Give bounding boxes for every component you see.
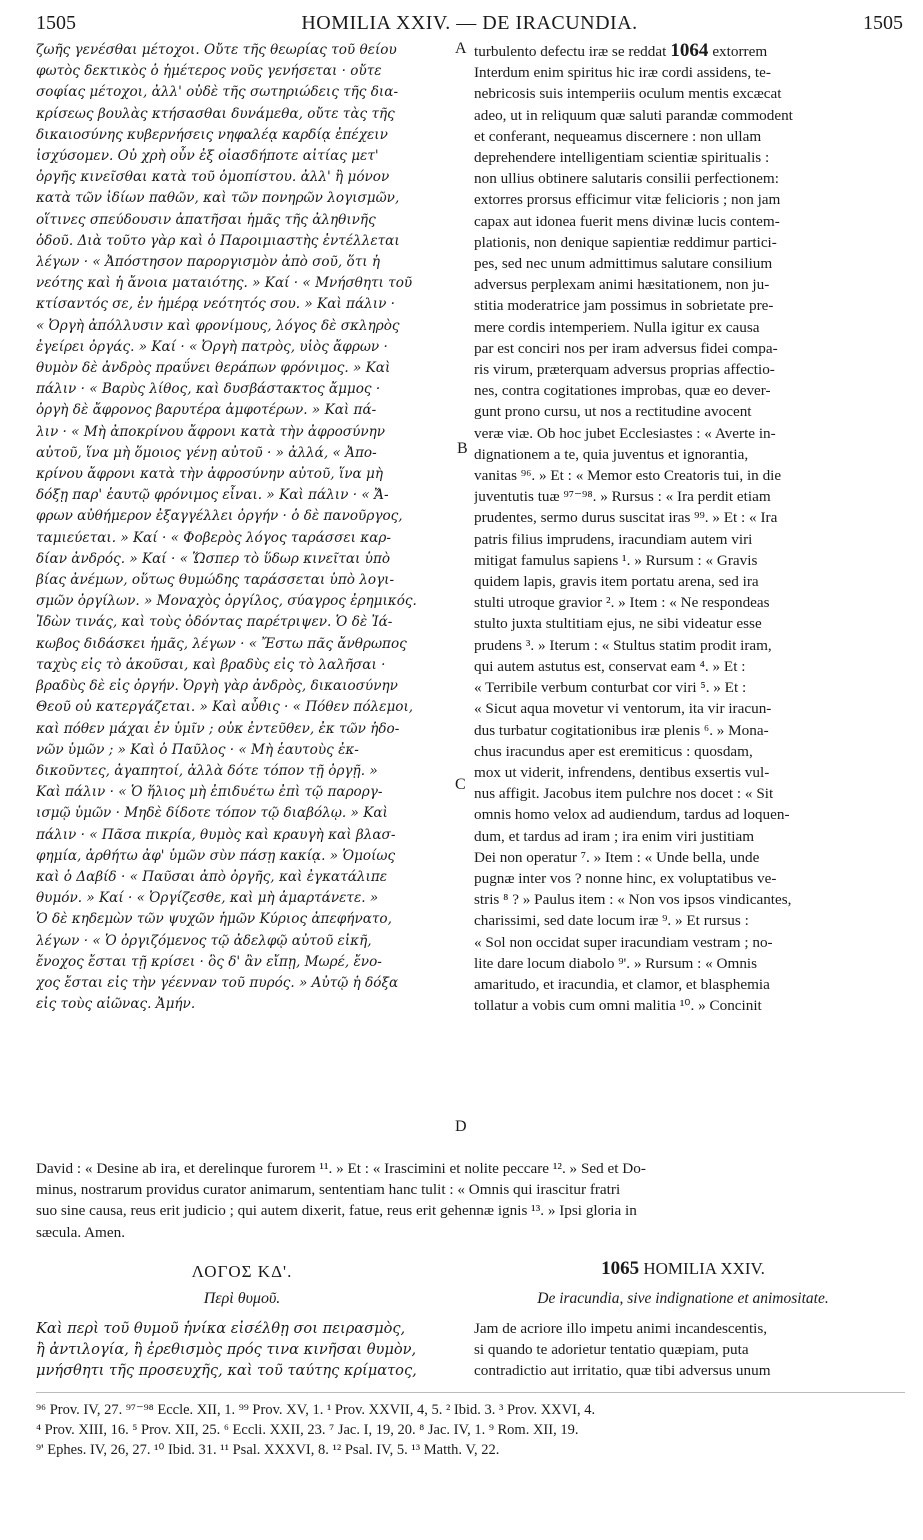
- latin-text-line: juventutis tuæ ⁹⁷⁻⁹⁸. » Rursus : « Ira perdit etiam: [474, 488, 771, 506]
- greek-text-line: ταχὺς εἰς τὸ ἀκοῦσαι, καὶ βραδὺς εἰς τὸ λαλῆσαι ·: [36, 656, 386, 673]
- latin-text-line: omnis homo velox ad audiendum, tardus ad loquen-: [474, 806, 790, 824]
- latin-text-line: Interdum enim spiritus hic iræ cordi assidens, te-: [474, 64, 771, 82]
- page-number-left: 1505: [36, 12, 76, 34]
- greek-homily-title: ΛΟΓΟΣ ΚΔ'.: [191, 1262, 293, 1281]
- column-number-1065: 1065: [601, 1258, 640, 1279]
- latin-text-line: charissimi, sed date locum iræ ⁹. » Et rursus :: [474, 912, 749, 930]
- greek-text-line: θυμόν. » Καί · « Ὀργίζεσθε, καὶ μὴ ἁμαρτάνετε. »: [36, 890, 379, 907]
- latin-text-line: mere cordis intemperiem. Nulla igitur ex causa: [474, 318, 760, 336]
- latin-homily-text: [474, 1318, 892, 1382]
- latin-text-line: chus iracundus aper est eremiticus : quosdam,: [474, 742, 753, 760]
- latin-text-line: si quando te adorietur tentatio quæpiam, puta: [474, 1341, 749, 1359]
- latin-text-line: qui autem astutus est, conservat eam ⁴. » Et :: [474, 657, 746, 675]
- footnote-line: ⁹⁶ Prov. IV, 27. ⁹⁷⁻⁹⁸ Eccle. XII, 1. ⁹⁹ Prov. XV, 1. ¹ Prov. XXVII, 4, 5. ² Ibid. 3. ³ Prov. XXVI, 4.: [36, 1402, 596, 1418]
- margin-letter-c: C: [455, 776, 466, 793]
- latin-text-line: nes, contra cogitationes improbas, quæ eo dever-: [474, 382, 771, 400]
- running-title: HOMILIA XXIV. — DE IRACUNDIA.: [301, 12, 638, 34]
- latin-text-line: stris ⁸ ? » Paulus item : « Non vos ipsos vindicantes,: [474, 891, 792, 909]
- latin-text-line: vanitas ⁹⁶. » Et : « Memor esto Creatoris tui, in die: [474, 467, 782, 485]
- latin-column: [474, 40, 892, 1016]
- latin-homily-title: HOMILIA XXIV.: [643, 1259, 765, 1278]
- greek-text-line: θυμὸν δὲ ἀνδρὸς πραΰνει θεράπων φρόνιμος. » Καὶ: [36, 360, 391, 377]
- greek-text-line: οἵτινες σπεύδουσιν ἀπατῆσαι ἡμᾶς τῆς ἀληθινῆς: [36, 211, 376, 228]
- latin-text-line: pugnæ inter vos ? nonne hinc, ex voluptatibus ve-: [474, 869, 777, 887]
- latin-text-line: tollatur a vobis cum omni malitia ¹⁰. » Concinit: [474, 997, 762, 1015]
- greek-text-line: λέγων · « Ὁ ὀργιζόμενος τῷ ἀδελφῷ αὐτοῦ εἰκῆ,: [36, 932, 372, 949]
- latin-text-line: extorres prorsus efficimur vitæ felicioris ; non jam: [474, 191, 781, 209]
- greek-text-line: φημία, ἀρθήτω ἀφ' ὑμῶν σὺν πάσῃ κακίᾳ. » Ὁμοίως: [36, 847, 396, 864]
- latin-text-line: plationis, non denique sapientiæ reddimur partici-: [474, 233, 777, 251]
- greek-text-line: Θεοῦ οὐ κατεργάζεται. » Καὶ αὖθις · « Πόθεν πόλεμοι,: [36, 699, 414, 716]
- greek-text-line: Καὶ περὶ τοῦ θυμοῦ ἡνίκα εἰσέλθῃ σοι πειρασμὸς,: [36, 1320, 406, 1337]
- latin-text-line: amaritudo, et iracundia, et clamor, et blasphemia: [474, 975, 770, 993]
- latin-text-line: stitia moderatrice jam possimus in sobrietate pre-: [474, 297, 774, 315]
- latin-text-line: [474, 40, 892, 62]
- greek-text-line: δόξῃ παρ' ἑαυτῷ φρόνιμος εἶναι. » Καὶ πάλιν · « Ἄ-: [36, 487, 389, 504]
- latin-text-line: dum, et tardus ad iram ; ira enim viri justitiam: [474, 827, 755, 845]
- latin-text-line: dus turbatur cogitationibus iræ plenis ⁶. » Mona-: [474, 721, 769, 739]
- greek-text-line: ἢ ἀντιλογία, ἢ ἐρεθισμὸς πρός τινα κινῆσαι θυμὸν,: [36, 1341, 417, 1359]
- greek-text-line: φρων αὐθήμερον ἐξαγγέλλει ὀργήν · ὁ δὲ πανοῦργος,: [36, 508, 403, 525]
- running-header: [36, 8, 903, 38]
- latin-text-line: deprehendere intelligentiam scientiæ spiritualis :: [474, 149, 770, 167]
- greek-text-line: νεότης καὶ ἡ ἄνοια ματαιότης. » Καί · « Μνήσθητι τοῦ: [36, 275, 413, 292]
- margin-letter-d: D: [455, 1118, 467, 1135]
- greek-column: [36, 40, 448, 1015]
- greek-text-line: δικαιοσύνης κυβερνήσεις νηφαλέᾳ καρδίᾳ ἐπέχειν: [36, 126, 388, 143]
- latin-text-line: Jam de acriore illo impetu animi incandescentis,: [474, 1320, 768, 1337]
- footnote-divider: [36, 1392, 905, 1393]
- greek-text-line: λιν · « Μὴ ἀποκρίνου ἄφρονι κατὰ τὴν ἀφροσύνην: [36, 423, 386, 440]
- greek-text-line: εἰς τοὺς αἰῶνας. Ἀμήν.: [36, 996, 196, 1013]
- greek-text-line: ἰσχύσομεν. Οὐ χρὴ οὖν ἐξ οἱασδήποτε αἰτίας μετ': [36, 148, 379, 165]
- greek-text-line: πάλιν · « Πᾶσα πικρία, θυμὸς καὶ κραυγὴ καὶ βλασ-: [36, 826, 396, 843]
- margin-letter-a: A: [455, 40, 467, 57]
- latin-text-line: capax aut idonea fuerit mens divinæ lucis contem-: [474, 212, 780, 230]
- page-number-right: 1505: [863, 12, 903, 34]
- greek-text-line: δικοῦντες, ἀγαπητοί, ἀλλὰ δότε τόπον τῇ ὀργῇ. »: [36, 762, 378, 779]
- column-number-1064: 1064: [670, 40, 709, 61]
- greek-text-line: κρίσεως βουλὰς κτήσασθαι δυνάμεθα, οὔτε τὰς τῆς: [36, 105, 395, 122]
- greek-text-line: βίας ἀνέμων, οὕτως θυμώδης ταράσσεται ὑπὸ λογι-: [36, 572, 395, 589]
- latin-text-line: prudentes, sermo durus suscitat iras ⁹⁹. » Et : « Ira: [474, 509, 778, 527]
- greek-homily-text: [36, 1318, 448, 1382]
- latin-text-line: stulti utroque gravior ². » Item : « Ne respondeas: [474, 594, 770, 612]
- greek-text-line: σοφίας μέτοχοι, ἀλλ' οὐδὲ τῆς σωτηριώδεις τῆς δια-: [36, 84, 399, 101]
- latin-text-line: lite dare locum diabolo ⁹'. » Rursum : « Omnis: [474, 954, 758, 972]
- greek-text-line: μνήσθητι τῆς προσευχῆς, καὶ τοῦ ταύτης κρίματος,: [36, 1362, 417, 1380]
- greek-text-line: ὀργῆς κινεῖσθαι κατὰ τοῦ ὁμοπίστου. ἀλλ' ἢ μόνον: [36, 169, 390, 186]
- latin-text-line: et conferant, nequeamus discernere : non ullam: [474, 127, 762, 145]
- full-width-conclusion: [36, 1158, 905, 1243]
- greek-text-line: Ὁ δὲ κηδεμὼν τῶν ψυχῶν ἡμῶν Κύριος ἀπεφήνατο,: [36, 911, 392, 928]
- full-width-line: suo sine causa, reus erit judicio ; qui autem dixerit, fatue, reus erit gehennæ ignis ¹³. » Ipsi gloria in: [36, 1202, 637, 1220]
- latin-text-line: prudens ³. » Iterum : « Stultus statim prodit iram,: [474, 636, 772, 654]
- footnotes: [36, 1400, 905, 1460]
- latin-text-line: pes, sed nec unum admittimus salutare consilium: [474, 255, 773, 273]
- full-width-line: minus, nostrarum providus curator animarum, sententiam hanc tulit : « Omnis qui irascitur fratri: [36, 1181, 621, 1199]
- greek-text-line: κρίνου ἄφρονι κατὰ τὴν ἀφροσύνην αὐτοῦ, ἵνα μὴ: [36, 466, 383, 483]
- latin-text-line: « Terribile verbum conturbat cor viri ⁵. » Et :: [474, 679, 747, 697]
- greek-text-line: βραδὺς δὲ εἰς ὀργήν. Ὀργὴ γὰρ ἀνδρὸς, δικαιοσύνην: [36, 678, 398, 695]
- greek-text-line: ταμιεύεται. » Καί · « Φοβερὸς λόγος ταράσσει καρ-: [36, 529, 391, 546]
- greek-homily-subtitle: Περὶ θυμοῦ.: [203, 1290, 281, 1307]
- greek-text-line: λέγων · « Ἀπόστησον παροργισμὸν ἀπὸ σοῦ, ὅτι ἡ: [36, 254, 381, 271]
- latin-text-line: Dei non operatur ⁷. » Item : « Unde bella, unde: [474, 848, 760, 866]
- latin-text-line: gunt prono cursu, ut nos a rectitudine avocent: [474, 403, 752, 421]
- greek-text-line: σμῶν ὀργίλων. » Μοναχὸς ὀργίλος, σύαγρος ἐρημικός.: [36, 593, 417, 610]
- full-width-line: sæcula. Amen.: [36, 1223, 126, 1241]
- greek-text-line: κτίσαντός σε, ἐν ἡμέρᾳ νεότητός σου. » Καὶ πάλιν ·: [36, 296, 395, 313]
- latin-text-line: « Sol non occidat super iracundiam vestram ; no-: [474, 933, 773, 951]
- greek-text-line: Καὶ πάλιν · « Ὁ ἥλιος μὴ ἐπιδυέτω ἐπὶ τῷ παροργ-: [36, 784, 383, 801]
- greek-text-line: ἔνοχος ἔσται τῇ κρίσει · ὃς δ' ἂν εἴπῃ, Μωρέ, ἔνο-: [36, 953, 382, 970]
- greek-text-line: καὶ πόθεν μάχαι ἐν ὑμῖν ; οὐκ ἐντεῦθεν, ἐκ τῶν ἡδο-: [36, 720, 400, 737]
- greek-text-line: αὐτοῦ, ἵνα μὴ ὅμοιος γένῃ αὐτοῦ · » ἀλλά, « Ἀπο-: [36, 444, 377, 461]
- latin-text-line: nebricosis suis intemperiis oculum mentis excæcat: [474, 85, 782, 103]
- latin-text-line: contradictio aut irritatio, quæ tibi adversus unum: [474, 1362, 771, 1380]
- greek-text-line: ὁδοῦ. Διὰ τοῦτο γὰρ καὶ ὁ Παροιμιαστὴς ἐντέλλεται: [36, 232, 400, 249]
- latin-text-line: adversus perplexam animi hæsitationem, non ju-: [474, 276, 770, 294]
- footnote-line: ⁹' Ephes. IV, 26, 27. ¹⁰ Ibid. 31. ¹¹ Psal. XXXVI, 8. ¹² Psal. IV, 5. ¹³ Matth. V, 22.: [36, 1442, 500, 1458]
- greek-text-line: ισμῷ ὑμῶν · Μηδὲ δίδοτε τόπον τῷ διαβόλῳ. » Καὶ: [36, 805, 388, 822]
- latin-text-line: dignationem a te, quia juventus et ignorantia,: [474, 445, 749, 463]
- greek-text-line: δίαν ἀνδρός. » Καί · « Ὥσπερ τὸ ὕδωρ κινεῖται ὑπὸ: [36, 550, 391, 567]
- latin-homily-subtitle: De iracundia, sive indignatione et animositate.: [537, 1290, 829, 1307]
- greek-text-line: κωβος διδάσκει ἡμᾶς, λέγων · « Ἔστω πᾶς ἄνθρωπος: [36, 635, 407, 652]
- latin-text-fragment: turbulento defectu iræ se reddat: [474, 43, 667, 60]
- greek-text-line: χος ἔσται εἰς τὴν γέενναν τοῦ πυρός. » Αὐτῷ ἡ δόξα: [36, 974, 399, 991]
- latin-text-line: mox ut viderit, infrendens, dentibus exsertis vul-: [474, 763, 770, 781]
- latin-text-line: veræ viæ. Ob hoc jubet Ecclesiastes : « Averte in-: [474, 424, 776, 442]
- latin-text-line: par est conciri nos per iram adversus fidei compa-: [474, 339, 778, 357]
- greek-text-line: « Ὀργὴ ἀπόλλυσιν καὶ φρονίμους, λόγος δὲ σκληρὸς: [36, 317, 400, 334]
- latin-text-line: patris filius imprudens, iracundiam autem viri: [474, 530, 753, 548]
- footnote-line: ⁴ Prov. XIII, 16. ⁵ Prov. XII, 25. ⁶ Eccli. XXII, 23. ⁷ Jac. I, 19, 20. ⁸ Jac. IV, 1. ⁹ Rom. XII, 19.: [36, 1422, 579, 1438]
- latin-text-fragment: extorrem: [712, 43, 768, 60]
- latin-text-line: ris virum, præterquam adversus proprias affectio-: [474, 361, 775, 379]
- greek-text-line: ἐγείρει ὀργάς. » Καί · « Ὀργὴ πατρὸς, υἱὸς ἄφρων ·: [36, 338, 388, 355]
- latin-text-line: quidem lapis, gravis item portatu arena, sed ira: [474, 573, 759, 591]
- latin-homily-heading: [474, 1258, 892, 1280]
- margin-letter-b: B: [457, 440, 468, 457]
- latin-text-line: adeo, ut in reliquum quæ saluti parandæ commodent: [474, 106, 793, 124]
- latin-text-line: stulto juxta stultitiam ejus, ne sibi videatur esse: [474, 615, 762, 633]
- greek-text-line: καὶ ὁ Δαβίδ · « Παῦσαι ἀπὸ ὀργῆς, καὶ ἐγκατάλιπε: [36, 868, 388, 885]
- latin-text-line: non ullius obtinere salutaris consilii perfectionem:: [474, 170, 779, 188]
- greek-text-line: ζωῆς γενέσθαι μέτοχοι. Οὔτε τῆς θεωρίας τοῦ θείου: [36, 42, 397, 58]
- greek-text-line: Ἰδὼν τινάς, καὶ τοὺς ὀδόντας παρέτριψεν. Ὁ δὲ Ἰά-: [36, 614, 393, 631]
- greek-text-line: πάλιν · « Βαρὺς λίθος, καὶ δυσβάστακτος ἄμμος ·: [36, 381, 381, 398]
- greek-text-line: ὀργὴ δὲ ἄφρονος βαρυτέρα ἀμφοτέρων. » Καὶ πά-: [36, 402, 377, 419]
- latin-text-line: « Sicut aqua movetur vi ventorum, ita vir iracun-: [474, 700, 772, 718]
- latin-text-line: mitigat famulus sapiens ¹. » Rursum : « Gravis: [474, 551, 758, 569]
- greek-text-line: φωτὸς δεκτικὸς ὁ ἡμέτερος νοῦς γενήσεται · οὔτε: [36, 63, 382, 80]
- greek-text-line: κατὰ τῶν ἰδίων παθῶν, καὶ τῶν πονηρῶν λογισμῶν,: [36, 190, 400, 207]
- greek-text-line: νῶν ὑμῶν ; » Καὶ ὁ Παῦλος · « Μὴ ἑαυτοὺς ἐκ-: [36, 741, 359, 758]
- full-width-line: David : « Desine ab ira, et derelinque furorem ¹¹. » Et : « Irascimini et nolite peccare ¹². » Sed et Do-: [36, 1160, 646, 1177]
- latin-text-line: nus affigit. Jacobus item pulchre nos docet : « Sit: [474, 785, 774, 803]
